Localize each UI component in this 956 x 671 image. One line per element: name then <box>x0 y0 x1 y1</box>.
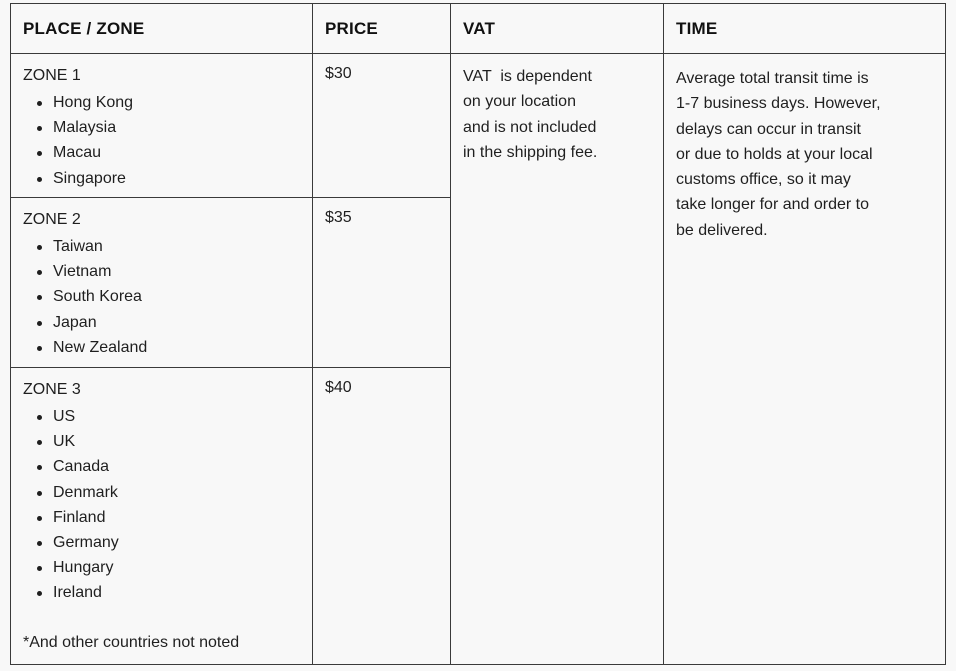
zone-1-cell <box>11 54 313 198</box>
zone-3-cell <box>11 368 313 665</box>
zone-3-title: ZONE 3 <box>23 381 81 398</box>
time-line: Average total transit time is <box>676 70 869 87</box>
header-time: TIME <box>664 4 946 54</box>
zone-2-price-cell <box>313 198 451 368</box>
country-item: Finland <box>35 505 300 530</box>
vat-line: in the shipping fee. <box>463 143 598 161</box>
time-line: delays can occur in transit <box>676 120 861 138</box>
shipping-table <box>10 3 946 665</box>
zone-1-price-cell <box>313 54 451 198</box>
vat-line: and is not included <box>463 118 597 136</box>
country-item: Hong Kong <box>35 90 300 115</box>
header-row <box>11 4 946 54</box>
country-item: Ireland <box>35 580 300 605</box>
zone-1-price: $30 <box>325 65 352 82</box>
time-cell <box>664 54 946 665</box>
zone-1-country-list <box>23 90 300 191</box>
header-vat: VAT <box>451 4 664 54</box>
zone-row-1 <box>11 54 946 198</box>
country-item: US <box>35 404 300 429</box>
country-item: Japan <box>35 310 300 335</box>
zone-2-country-list <box>23 234 300 360</box>
time-description <box>664 54 945 243</box>
country-item: Germany <box>35 530 300 555</box>
vat-cell <box>451 54 664 665</box>
country-item: Canada <box>35 454 300 479</box>
zone-2-cell <box>11 198 313 368</box>
country-item: Denmark <box>35 480 300 505</box>
header-price: PRICE <box>313 4 451 54</box>
time-line: customs office, so it may <box>676 171 851 189</box>
zone-2-price: $35 <box>325 209 352 226</box>
time-line: take longer for and order to <box>676 196 870 214</box>
country-item: UK <box>35 429 300 454</box>
zone-3-note: *And other countries not noted <box>23 633 240 651</box>
country-item: New Zealand <box>35 335 300 360</box>
country-item: Singapore <box>35 166 300 191</box>
country-item: Hungary <box>35 555 300 580</box>
vat-line: VAT is dependent <box>463 68 592 85</box>
country-item: Taiwan <box>35 234 300 259</box>
zone-1-title: ZONE 1 <box>23 67 81 84</box>
time-line: 1-7 business days. However, <box>676 95 881 113</box>
country-item: Malaysia <box>35 115 300 140</box>
time-line: or due to holds at your local <box>676 145 873 163</box>
vat-line: on your location <box>463 93 576 111</box>
zone-3-price-cell <box>313 368 451 665</box>
vat-description <box>451 54 663 165</box>
header-place-zone: PLACE / ZONE <box>11 4 313 54</box>
zone-2-title: ZONE 2 <box>23 211 81 228</box>
country-item: Vietnam <box>35 259 300 284</box>
time-line: be delivered. <box>676 221 768 239</box>
zone-3-price: $40 <box>325 379 352 396</box>
country-item: South Korea <box>35 284 300 309</box>
country-item: Macau <box>35 140 300 165</box>
zone-3-country-list <box>23 404 300 606</box>
